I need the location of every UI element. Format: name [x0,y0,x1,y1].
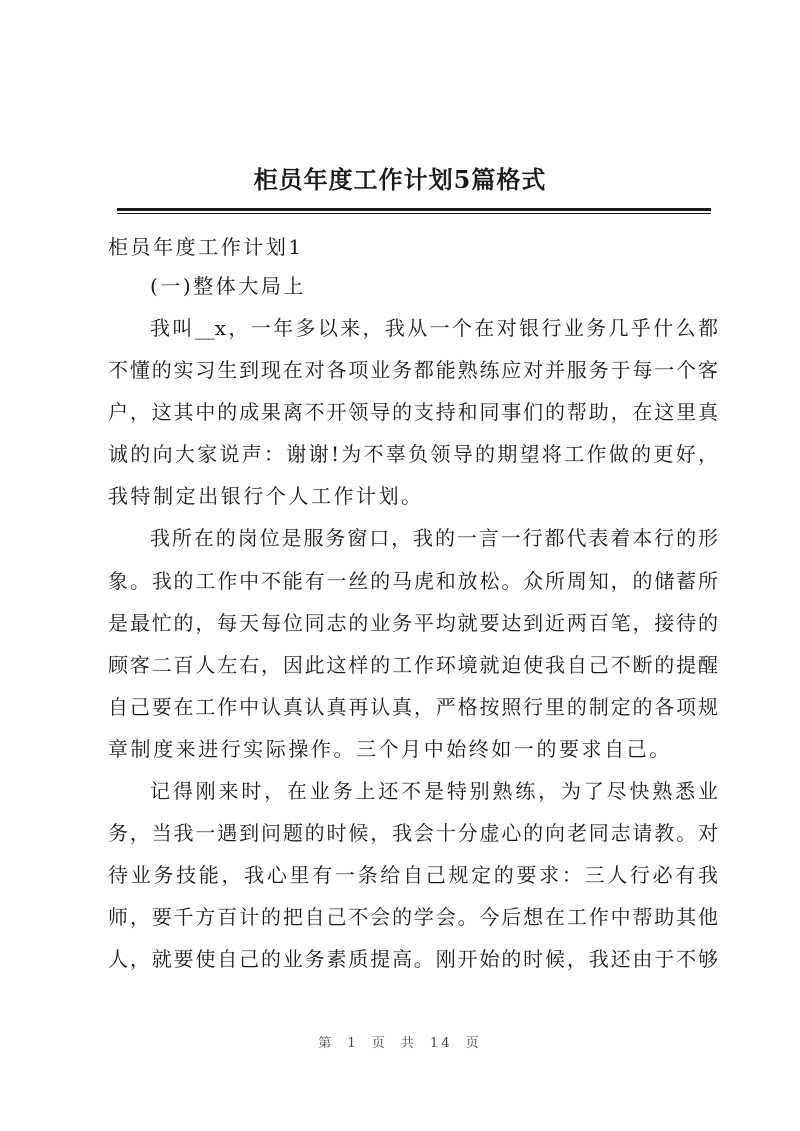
document-title: 柜员年度工作计划5篇格式 [253,165,547,194]
body-line: 章制度来进行实际操作。三个月中始终如一的要求自己。 [108,737,672,761]
page-footer: 第 1 页 共 14 页 [318,1036,482,1051]
body-line: 人，就要使自己的业务素质提高。刚开始的时候，我还由于不够 [108,947,718,971]
title-underline [117,208,711,211]
body-line: 我特制定出银行个人工作计划。 [108,484,424,508]
body-line: 象。我的工作中不能有一丝的马虎和放松。众所周知，的储蓄所 [108,569,718,593]
body-line: 自己要在工作中认真认真再认真，严格按照行里的制定的各项规 [108,695,718,719]
body-line: 我叫__x，一年多以来，我从一个在对银行业务几乎什么都 [150,316,718,340]
body-line: 顾客二百人左右，因此这样的工作环境就迫使我自己不断的提醒 [108,653,718,677]
body-line: 我所在的岗位是服务窗口，我的一言一行都代表着本行的形 [150,526,718,550]
subsection-heading: (一)整体大局上 [150,274,307,298]
body-line: 不懂的实习生到现在对各项业务都能熟练应对并服务于每一个客 [108,358,718,382]
body-line: 户，这其中的成果离不开领导的支持和同事们的帮助，在这里真 [108,400,718,424]
body-line: 诚的向大家说声：谢谢!为不辜负领导的期望将工作做的更好， [108,442,718,466]
body-line: 待业务技能，我心里有一条给自己规定的要求：三人行必有我 [108,863,718,887]
body-line: 记得刚来时，在业务上还不是特别熟练，为了尽快熟悉业 [150,779,718,803]
section-heading: 柜员年度工作计划1 [108,235,304,259]
body-line: 务，当我一遇到问题的时候，我会十分虚心的向老同志请教。对 [108,821,718,845]
body-line: 是最忙的，每天每位同志的业务平均就要达到近两百笔，接待的 [108,611,718,635]
body-line: 师，要千方百计的把自己不会的学会。今后想在工作中帮助其他 [108,905,718,929]
title-underline-thin [117,213,711,214]
